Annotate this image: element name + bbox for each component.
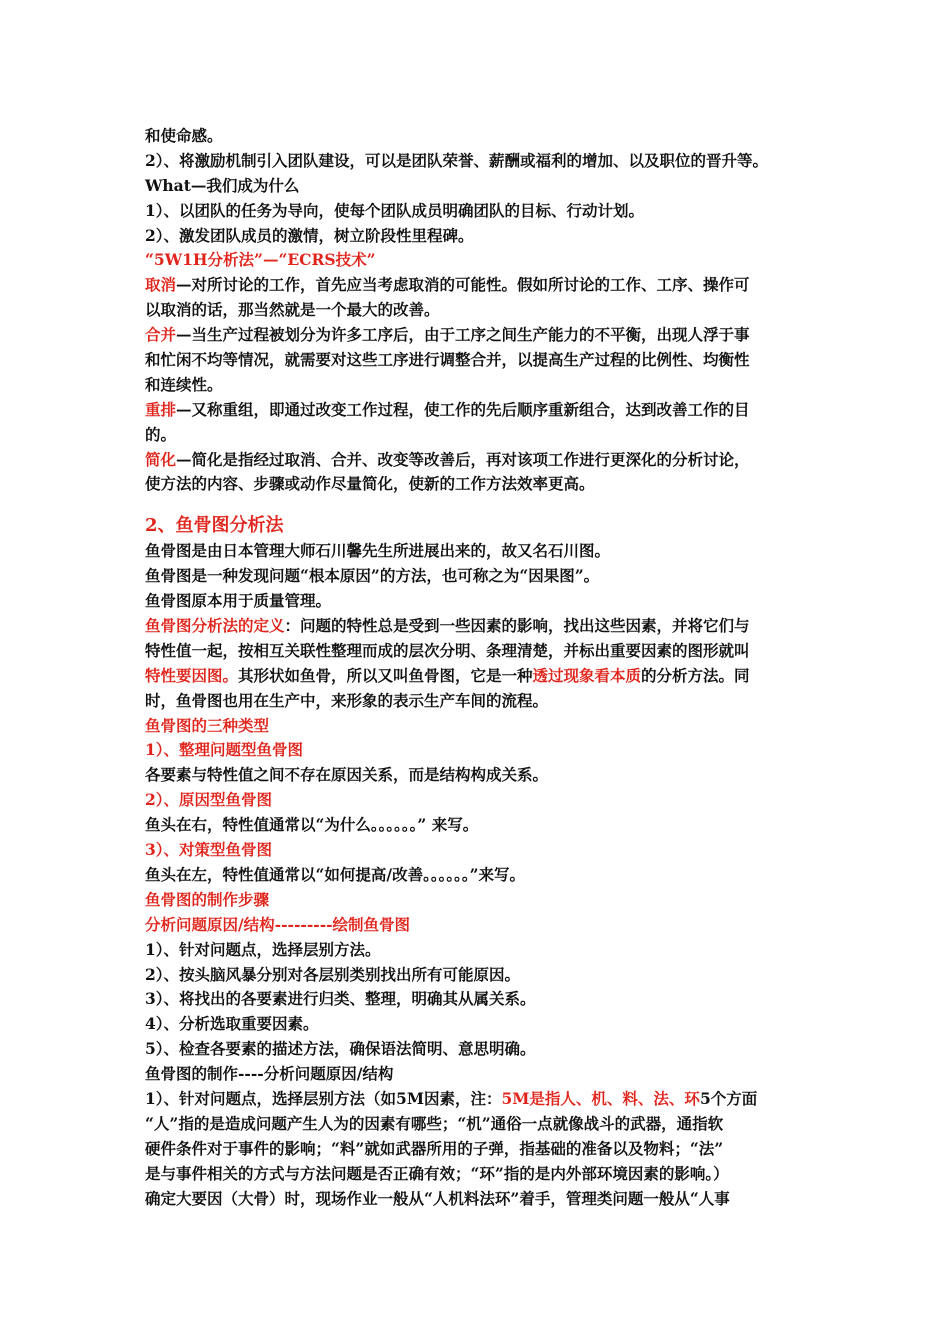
definition-label: 鱼骨图分析法的定义: [145, 616, 285, 636]
document-page: [145, 124, 825, 1211]
text-line: 使方法的内容、步骤或动作尽量简化，使新的工作方法效率更高。: [145, 474, 595, 494]
text-line: 各要素与特性值之间不存在原因关系，而是结构构成关系。: [145, 765, 549, 785]
text-line: 鱼骨图的制作----分析问题原因/结构: [145, 1064, 394, 1084]
text-span: 5个方面: [699, 1088, 758, 1108]
subheading: 2）、原因型鱼骨图: [145, 790, 273, 810]
text-line: 1）、针对问题点，选择层别方法。: [145, 939, 381, 959]
text-line: [145, 323, 825, 348]
text-line: 2）、激发团队成员的激情，树立阶段性里程碑。: [145, 225, 474, 245]
text-line: 鱼头在左，特性值通常以“如何提高/改善。。。。。。”来写。: [145, 864, 525, 884]
text-line: 2）、按头脑风暴分别对各层别类别找出所有可能原因。: [145, 964, 521, 984]
text-line: 鱼骨图是由日本管理大师石川馨先生所进展出来的，故又名石川图。: [145, 541, 611, 561]
text-line: What—我们成为什么: [145, 175, 300, 195]
text-span: —简化是指经过取消、合并、改变等改善后，再对该项工作进行更深化的分析讨论，: [176, 449, 750, 469]
text-line: 时，鱼骨图也用在生产中，来形象的表示生产车间的流程。: [145, 690, 549, 710]
term-cancel: 取消: [145, 275, 177, 295]
text-line: 是与事件相关的方式与方法问题是否正确有效；“环”指的是内外部环境因素的影响。）: [145, 1163, 729, 1183]
ecrs-heading: “5W1H分析法”—“ECRS技术”: [145, 250, 376, 270]
term-5m: 5M是指人、机、料、法、环: [501, 1088, 700, 1108]
text-line: [145, 273, 825, 298]
text-span: —又称重组，即通过改变工作过程，使工作的先后顺序重新组合，达到改善工作的目: [176, 399, 750, 419]
text-span: —对所讨论的工作，首先应当考虑取消的可能性。假如所讨论的工作、工序、操作可: [176, 275, 750, 295]
text-line: 鱼头在右，特性值通常以“为什么。。。。。。” 来写。: [145, 815, 479, 835]
term-rearrange: 重排: [145, 399, 177, 419]
text-line: [145, 448, 825, 473]
subheading: 鱼骨图的制作步骤: [145, 889, 270, 909]
subheading: 鱼骨图的三种类型: [145, 715, 270, 735]
text-span: 1）、针对问题点，选择层别方法（如5M因素，注：: [145, 1088, 502, 1108]
text-line: “人”指的是造成问题产生人为的因素有哪些；“机”通俗一点就像战斗的武器，通指软: [145, 1113, 724, 1133]
text-span: 的分析方法。同: [641, 665, 750, 685]
subheading: 分析问题原因/结构---------绘制鱼骨图: [145, 914, 411, 934]
text-span: —当生产过程被划分为许多工序后，由于工序之间生产能力的不平衡，出现人浮于事: [176, 325, 750, 345]
text-line: 1）、以团队的任务为导向，使每个团队成员明确团队的目标、行动计划。: [145, 200, 645, 220]
subheading: 3）、对策型鱼骨图: [145, 840, 273, 860]
text-line: [145, 664, 825, 689]
text-line: 3）、将找出的各要素进行归类、整理，明确其从属关系。: [145, 989, 536, 1009]
term-combine: 合并: [145, 325, 177, 345]
text-line: 2）、将激励机制引入团队建设，可以是团队荣誉、薪酬或福利的增加、以及职位的晋升等。: [145, 150, 769, 170]
text-line: [145, 1087, 825, 1112]
text-line: 确定大要因（大骨）时，现场作业一般从“人机料法环”着手，管理类问题一般从“人事: [145, 1188, 730, 1208]
text-line: 硬件条件对于事件的影响；“料”就如武器所用的子弹，指基础的准备以及物料；“法”: [145, 1138, 724, 1158]
term-essence: 透过现象看本质: [532, 665, 642, 685]
subheading: 1）、整理问题型鱼骨图: [145, 740, 304, 760]
text-line: 和使命感。: [145, 126, 223, 145]
text-line: 鱼骨图原本用于质量管理。: [145, 591, 332, 611]
text-line: 5）、检查各要素的描述方法，确保语法简明、意思明确。: [145, 1039, 536, 1059]
term-cause-effect: 特性要因图。: [145, 665, 239, 685]
term-simplify: 简化: [145, 449, 177, 469]
text-line: [145, 614, 825, 639]
text-line: 和忙闲不均等情况，就需要对这些工序进行调整合并，以提高生产过程的比例性、均衡性: [145, 350, 750, 370]
text-line: [145, 398, 825, 423]
text-line: 鱼骨图是一种发现问题“根本原因”的方法，也可称之为“因果图”。: [145, 566, 600, 586]
text-line: 以取消的话，那当然就是一个最大的改善。: [145, 300, 440, 320]
text-line: 和连续性。: [145, 374, 223, 394]
text-span: ：问题的特性总是受到一些因素的影响，找出这些因素，并将它们与: [284, 616, 750, 636]
text-line: 特性值一起，按相互关联性整理而成的层次分明、条理清楚，并标出重要因素的图形就叫: [145, 640, 750, 660]
text-span: 其形状如鱼骨，所以又叫鱼骨图，它是一种: [238, 665, 533, 685]
text-line: 的。: [145, 424, 177, 444]
section-heading-fishbone: 2、鱼骨图分析法: [145, 515, 284, 537]
text-line: 4）、分析选取重要因素。: [145, 1014, 319, 1034]
